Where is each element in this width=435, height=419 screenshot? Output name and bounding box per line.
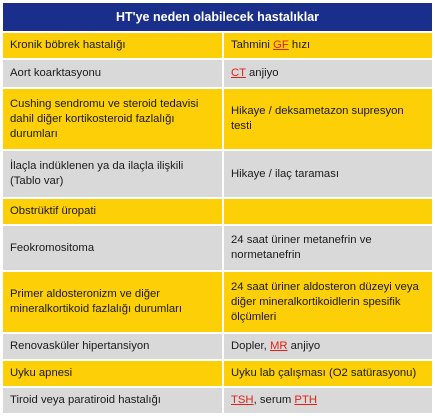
disease-cell: Cushing sendromu ve steroid tedavisi dahil diğer kortikosteroid fazlalığı durumları bbox=[3, 89, 222, 149]
disease-cell: Kronik böbrek hastalığı bbox=[3, 33, 222, 58]
test-cell bbox=[224, 199, 432, 224]
disease-cell: Uyku apnesi bbox=[3, 361, 222, 386]
test-cell: 24 saat üriner aldosteron düzeyi veya diğer mineralkortikoidlerin spesifik ölçümleri bbox=[224, 272, 432, 332]
test-cell: Uyku lab çalışması (O2 satürasyonu) bbox=[224, 361, 432, 386]
table-row bbox=[3, 226, 432, 272]
disease-cell: İlaçla indüklenen ya da ilaçla ilişkili (Tablo var) bbox=[3, 151, 222, 197]
test-cell: CT anjiyo bbox=[224, 60, 432, 87]
table-row bbox=[3, 361, 432, 388]
table-row bbox=[3, 334, 432, 361]
test-cell: Dopler, MR anjiyo bbox=[224, 334, 432, 359]
table-row bbox=[3, 199, 432, 226]
test-cell: 24 saat üriner metanefrin ve normetanefrin bbox=[224, 226, 432, 270]
disease-cell: Renovasküler hipertansiyon bbox=[3, 334, 222, 359]
table-row bbox=[3, 272, 432, 334]
diseases-table bbox=[3, 3, 432, 415]
disease-cell: Primer aldosteronizm ve diğer mineralkortikoid fazlalığı durumları bbox=[3, 272, 222, 332]
disease-cell: Obstrüktif üropati bbox=[3, 199, 222, 224]
table-title: HT'ye neden olabilecek hastalıklar bbox=[3, 3, 432, 31]
table-row bbox=[3, 60, 432, 89]
table-row bbox=[3, 89, 432, 151]
test-cell: TSH, serum PTH bbox=[224, 388, 432, 413]
table-row bbox=[3, 388, 432, 415]
test-cell: Hikaye / deksametazon supresyon testi bbox=[224, 89, 432, 149]
disease-cell: Aort koarktasyonu bbox=[3, 60, 222, 87]
table-row bbox=[3, 33, 432, 60]
table-row bbox=[3, 151, 432, 199]
disease-cell: Feokromositoma bbox=[3, 226, 222, 270]
test-cell: Hikaye / ilaç taraması bbox=[224, 151, 432, 197]
test-cell: Tahmini GF hızı bbox=[224, 33, 432, 58]
disease-cell: Tiroid veya paratiroid hastalığı bbox=[3, 388, 222, 413]
